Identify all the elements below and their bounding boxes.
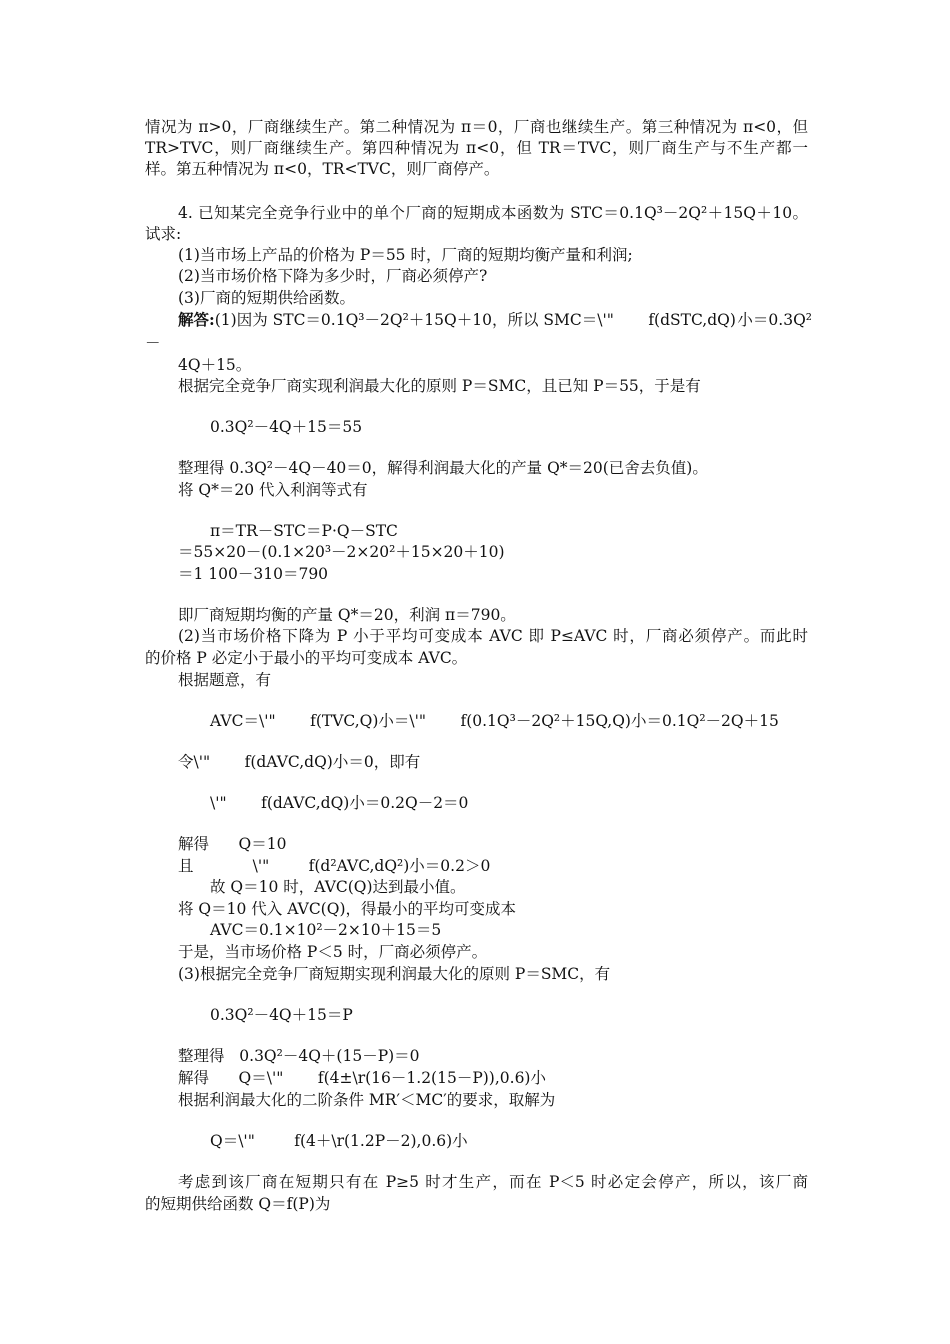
answer-line: 将 Q＝10 代入 AVC(Q)，得最小的平均可变成本 — [178, 900, 516, 918]
answer-label: 解答: — [178, 310, 215, 329]
equation: Q＝\'" f(4＋\r(1.2P－2),0.6)小 — [210, 1132, 468, 1150]
equation: π＝TR－STC＝P·Q－STC — [210, 522, 398, 540]
answer-line: － — [145, 334, 161, 352]
answer-line: 的短期供给函数 Q＝f(P)为 — [145, 1195, 331, 1213]
answer-line — [178, 310, 812, 330]
answer-line: 考虑到该厂商在短期只有在 P≥5 时才生产，而在 P＜5 时必定会停产，所以，该厂商 — [178, 1173, 808, 1191]
answer-line: 即厂商短期均衡的产量 Q*＝20，利润 π＝790。 — [178, 606, 516, 624]
equation: ＝1 100－310＝790 — [178, 565, 329, 583]
answer-line: 解得 Q＝10 — [178, 835, 287, 853]
answer-line: 且 \'" f(d²AVC,dQ²)小＝0.2＞0 — [178, 857, 491, 875]
question-line: 试求: — [145, 225, 182, 243]
answer-line: 4Q＋15。 — [178, 356, 252, 374]
answer-line: 整理得 0.3Q²－4Q＋(15－P)＝0 — [178, 1047, 420, 1065]
answer-line: 根据题意，有 — [178, 671, 272, 689]
question-item: (1)当市场上产品的价格为 P＝55 时，厂商的短期均衡产量和利润; — [178, 246, 633, 264]
answer-line: 令\'" f(dAVC,dQ)小＝0，即有 — [178, 753, 421, 771]
equation: ＝55×20－(0.1×20³－2×20²＋15×20＋10) — [178, 543, 505, 561]
answer-line: 解得 Q＝\'" f(4±\r(16－1.2(15－P)),0.6)小 — [178, 1069, 546, 1087]
paragraph-line: TR>TVC，则厂商继续生产。第四种情况为 π<0，但 TR＝TVC，则厂商生产与不生产都一 — [145, 139, 808, 157]
equation: AVC＝\'" f(TVC,Q)小＝\'" f(0.1Q³－2Q²＋15Q,Q)小＝0.1Q²－2Q＋15 — [210, 712, 779, 730]
question-line: 4. 已知某完全竞争行业中的单个厂商的短期成本函数为 STC＝0.1Q³－2Q²＋15Q＋10。 — [178, 204, 808, 222]
answer-line: (3)根据完全竞争厂商短期实现利润最大化的原则 P＝SMC，有 — [178, 965, 611, 983]
answer-line: 故 Q＝10 时，AVC(Q)达到最小值。 — [210, 878, 466, 896]
answer-line: 的价格 P 必定小于最小的平均可变成本 AVC。 — [145, 649, 468, 667]
answer-text: (1)因为 STC＝0.1Q³－2Q²＋15Q＋10，所以 SMC＝\'" f(dSTC,dQ) 小​＝0.3Q² — [214, 311, 813, 329]
answer-line: 根据利润最大化的二阶条件 MR′＜MC′的要求，取解为 — [178, 1091, 556, 1109]
answer-line: (2)当市场价格下降为 P 小于平均可变成本 AVC 即 P≤AVC 时，厂商必须停产。而此时 — [178, 627, 808, 645]
equation: \'" f(dAVC,dQ)小＝0.2Q－2＝0 — [210, 794, 469, 812]
paragraph-line: 样。第五种情况为 π<0，TR<TVC，则厂商停产。 — [145, 160, 500, 178]
answer-line: 于是，当市场价格 P＜5 时，厂商必须停产。 — [178, 943, 488, 961]
equation: 0.3Q²－4Q＋15＝55 — [210, 418, 363, 436]
equation: AVC＝0.1×10²－2×10＋15＝5 — [210, 921, 442, 939]
question-item: (3)厂商的短期供给函数。 — [178, 289, 355, 307]
paragraph-line: 情况为 π>0，厂商继续生产。第二种情况为 π＝0，厂商也继续生产。第三种情况为 π<0，但 — [145, 118, 808, 136]
answer-line: 根据完全竞争厂商实现利润最大化的原则 P＝SMC，且已知 P＝55，于是有 — [178, 377, 701, 395]
question-item: (2)当市场价格下降为多少时，厂商必须停产? — [178, 267, 488, 285]
answer-line: 整理得 0.3Q²－4Q－40＝0，解得利润最大化的产量 Q*＝20(已舍去负值)。 — [178, 459, 708, 477]
equation: 0.3Q²－4Q＋15＝P — [210, 1006, 353, 1024]
answer-line: 将 Q*＝20 代入利润等式有 — [178, 481, 368, 499]
